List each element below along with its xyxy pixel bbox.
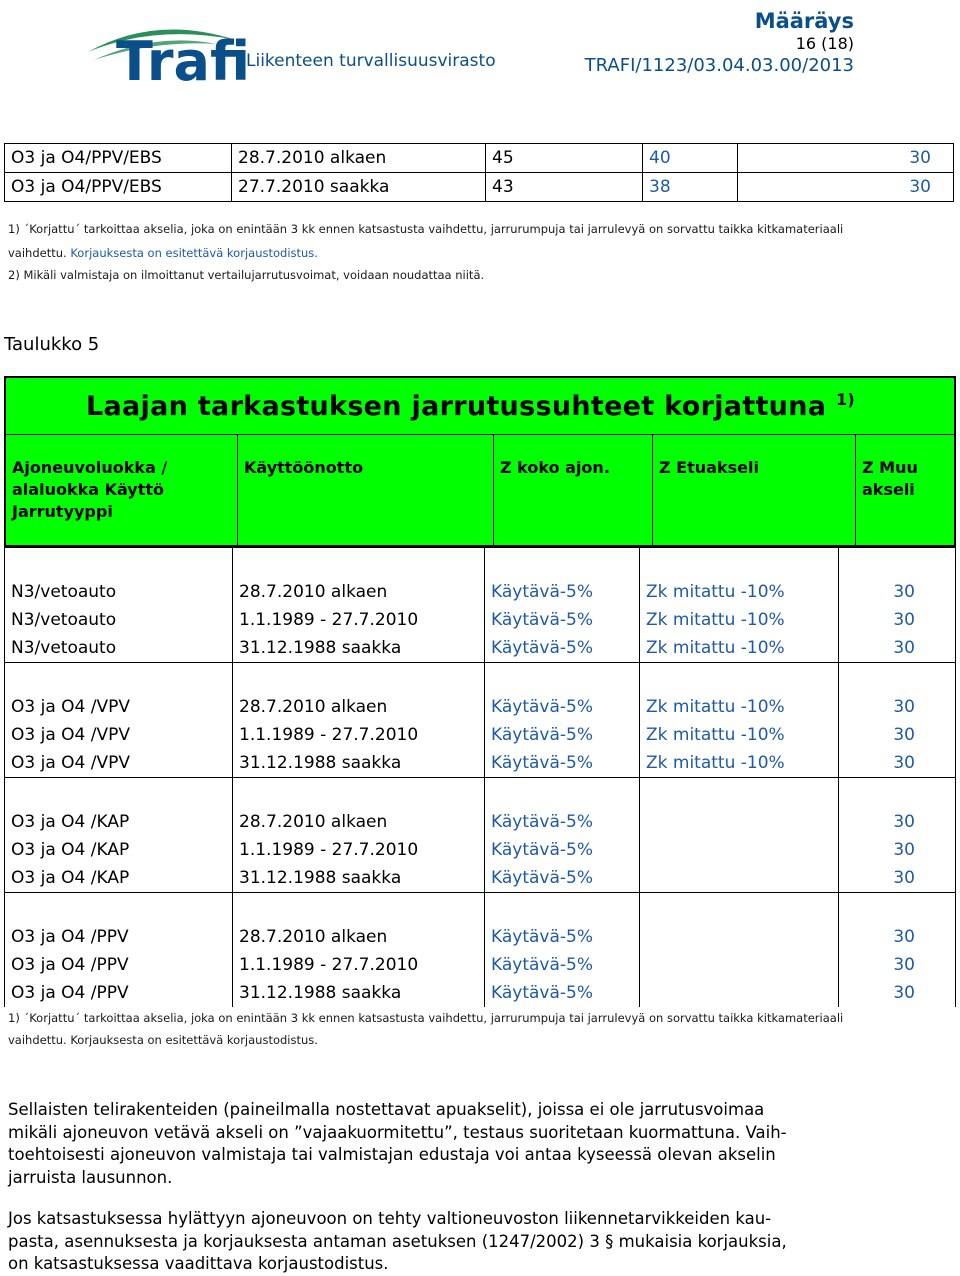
spacer-row bbox=[5, 778, 956, 809]
table-row: O3 ja O4 /PPV 28.7.2010 alkaen Käytävä-5% 30 bbox=[5, 923, 956, 951]
col-header-z-total: Z koko ajon. bbox=[494, 435, 653, 547]
col-header-z-front: Z Etuakseli bbox=[653, 435, 856, 547]
table-row: N3/vetoauto 28.7.2010 alkaen Käytävä-5% Zk mitattu -10% 30 bbox=[5, 578, 956, 606]
spacer-row bbox=[5, 663, 956, 694]
footnote-1: 1) ´Korjattu´ tarkoittaa akselia, joka on enintään 3 kk ennen katsastusta vaihdettu, jarrurumpuja tai jarrulevyä on sorvattu taikka kitkamateriaali bbox=[8, 222, 844, 236]
table5-title: Laajan tarkastuksen jarrutussuhteet korjattuna $^{1)}$ bbox=[5, 377, 955, 435]
spacer-row bbox=[5, 893, 956, 924]
footnote-1-cont: vaihdettu. Korjauksesta on esitettävä korjaustodistus. bbox=[8, 246, 318, 260]
table5-body bbox=[4, 547, 956, 1007]
table-row: N3/vetoauto 31.12.1988 saakka Käytävä-5% Zk mitattu -10% 30 bbox=[5, 634, 956, 663]
page-number: 16 (18) bbox=[795, 34, 854, 53]
table-row: O3 ja O4 /KAP 31.12.1988 saakka Käytävä-5% 30 bbox=[5, 864, 956, 893]
table-row: O3 ja O4 /PPV 1.1.1989 - 27.7.2010 Käytävä-5% 30 bbox=[5, 951, 956, 979]
table5-header bbox=[4, 376, 956, 547]
spacer-row bbox=[5, 548, 956, 579]
table-row: N3/vetoauto 1.1.1989 - 27.7.2010 Käytävä-5% Zk mitattu -10% 30 bbox=[5, 606, 956, 634]
brand-sub-text: Liikenteen turvallisuusvirasto bbox=[246, 51, 496, 71]
col-header-z-other: Z Muu akseli bbox=[856, 435, 956, 547]
table-row: O3 ja O4/PPV/EBS 27.7.2010 saakka 43 38 30 bbox=[5, 173, 954, 202]
paragraph-1: Sellaisten telirakenteiden (paineilmalla nostettavat apuakselit), joissa ei ole jarrutusvoimaa mikäli ajoneuvon vetävä akseli on ”vajaakuormitettu”, testaus suoritetaan kuormattuna. Vaih- toehtoisesti ajoneuvon valmistaja tai valmistajan edustaja voi antaa kyseessä olevan akselin jarruista lausunnon. bbox=[8, 1100, 787, 1187]
col-header-date: Käyttöönotto bbox=[238, 435, 494, 547]
table-row: O3 ja O4 /KAP 28.7.2010 alkaen Käytävä-5% 30 bbox=[5, 808, 956, 836]
doc-type: Määräys bbox=[754, 9, 854, 33]
table-row: O3 ja O4 /PPV 31.12.1988 saakka Käytävä-5% 30 bbox=[5, 979, 956, 1007]
document-header bbox=[585, 8, 854, 78]
footnote-2: 2) Mikäli valmistaja on ilmoittanut vertailujarrutusvoimat, voidaan noudattaa niitä. bbox=[8, 268, 485, 282]
brand-text: Trafi bbox=[116, 30, 250, 93]
table-row: O3 ja O4 /VPV 28.7.2010 alkaen Käytävä-5% Zk mitattu -10% 30 bbox=[5, 693, 956, 721]
footnote-bottom: 1) ´Korjattu´ tarkoittaa akselia, joka on enintään 3 kk ennen katsastusta vaihdettu, jarrurumpuja tai jarrulevyä on sorvattu taikka kitkamateriaali bbox=[8, 1011, 844, 1025]
footnote-bottom-cont: vaihdettu. Korjauksesta on esitettävä korjaustodistus. bbox=[8, 1033, 318, 1047]
table-row: O3 ja O4 /KAP 1.1.1989 - 27.7.2010 Käytävä-5% 30 bbox=[5, 836, 956, 864]
table-row: O3 ja O4/PPV/EBS 28.7.2010 alkaen 45 40 30 bbox=[5, 144, 954, 173]
table-row: O3 ja O4 /VPV 1.1.1989 - 27.7.2010 Käytävä-5% Zk mitattu -10% 30 bbox=[5, 721, 956, 749]
table-row: O3 ja O4 /VPV 31.12.1988 saakka Käytävä-5% Zk mitattu -10% 30 bbox=[5, 749, 956, 778]
trafi-logo bbox=[86, 22, 496, 93]
paragraph-2: Jos katsastuksessa hylättyyn ajoneuvoon on tehty valtioneuvoston liikennetarvikkeiden kau- pasta, asennuksesta ja korjauksesta antaman asetuksen (1247/2002) 3 § mukaisia korjauksia, on katsastuksessa vaadittava korjaustodistus. bbox=[8, 1209, 787, 1273]
brake-ratio-table-top bbox=[4, 143, 954, 202]
doc-reference: TRAFI/1123/03.04.03.00/2013 bbox=[584, 55, 854, 76]
table-label: Taulukko 5 bbox=[4, 334, 100, 355]
col-header-class: Ajoneuvoluokka / alaluokka Käyttö Jarrutyyppi bbox=[5, 435, 238, 547]
